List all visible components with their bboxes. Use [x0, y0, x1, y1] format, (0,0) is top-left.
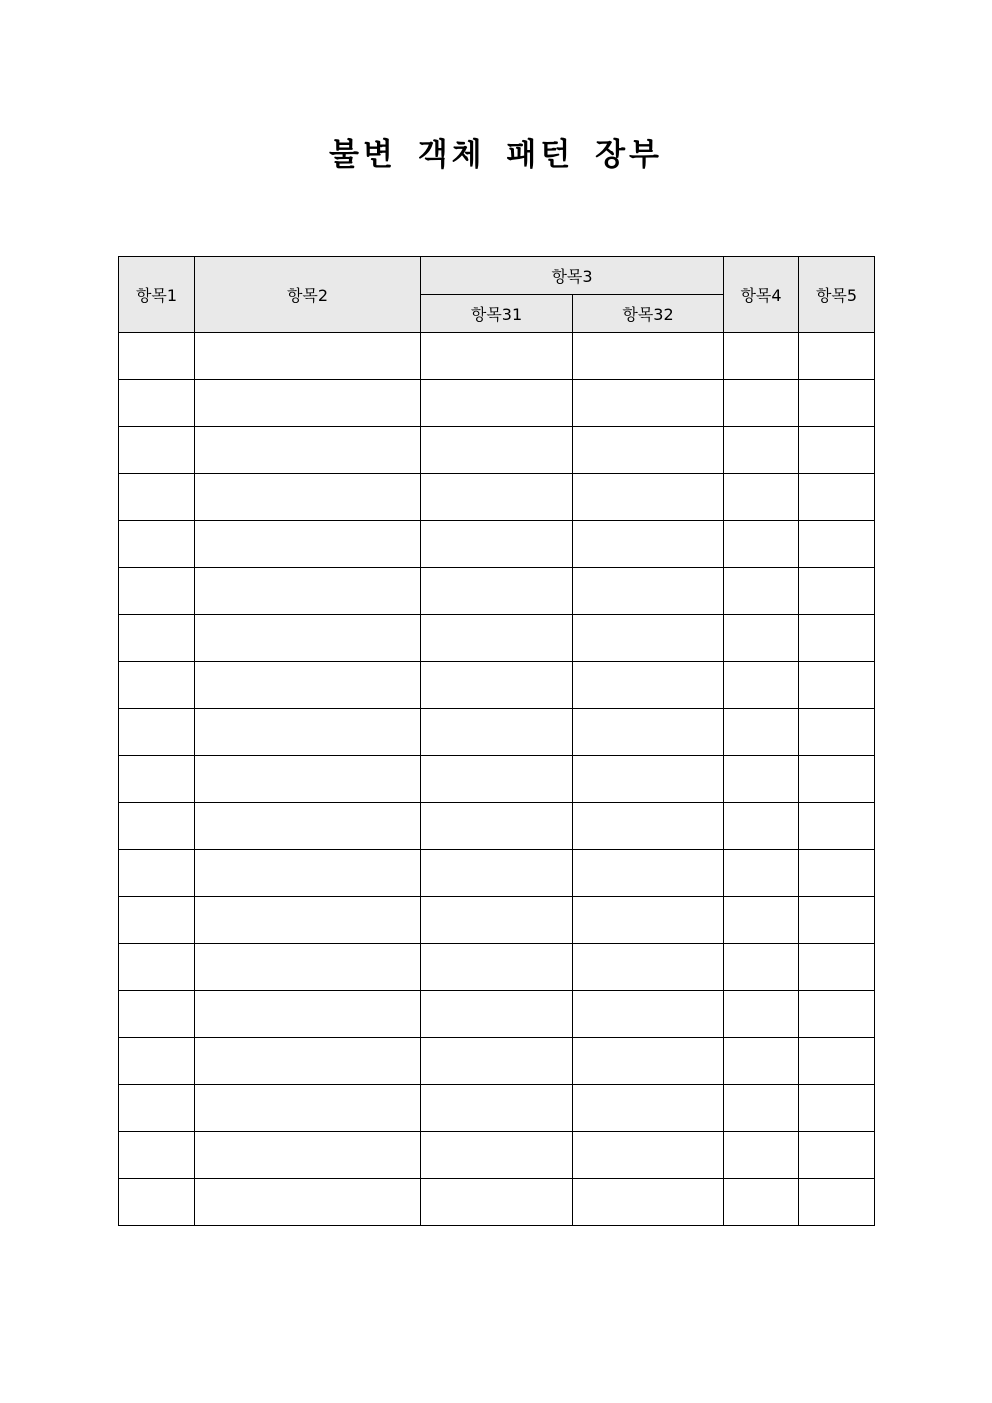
cell-col1[interactable] — [119, 1132, 195, 1179]
cell-col1[interactable] — [119, 333, 195, 380]
cell-col2[interactable] — [195, 568, 421, 615]
cell-col2[interactable] — [195, 521, 421, 568]
cell-col5[interactable] — [799, 333, 875, 380]
table-row — [119, 709, 875, 756]
cell-col5[interactable] — [799, 615, 875, 662]
cell-col3-sub1[interactable] — [421, 1132, 573, 1179]
header-col2: 항목2 — [195, 257, 421, 333]
table-row — [119, 380, 875, 427]
cell-col2[interactable] — [195, 427, 421, 474]
cell-col3-sub1[interactable] — [421, 991, 573, 1038]
ledger-table — [118, 256, 875, 1226]
page-title: 불변 객체 패턴 장부 — [329, 137, 663, 173]
cell-col2[interactable] — [195, 850, 421, 897]
cell-col2[interactable] — [195, 1038, 421, 1085]
cell-col1[interactable] — [119, 1179, 195, 1226]
cell-col1[interactable] — [119, 615, 195, 662]
cell-col4[interactable] — [724, 991, 799, 1038]
cell-col4[interactable] — [724, 474, 799, 521]
cell-col3-sub2[interactable] — [573, 897, 724, 944]
cell-col5[interactable] — [799, 1179, 875, 1226]
cell-col3-sub1[interactable] — [421, 662, 573, 709]
cell-col3-sub2[interactable] — [573, 991, 724, 1038]
cell-col2[interactable] — [195, 803, 421, 850]
cell-col5[interactable] — [799, 897, 875, 944]
cell-col4[interactable] — [724, 756, 799, 803]
table-row — [119, 803, 875, 850]
cell-col5[interactable] — [799, 568, 875, 615]
cell-col1[interactable] — [119, 380, 195, 427]
cell-col4[interactable] — [724, 1038, 799, 1085]
cell-col1[interactable] — [119, 1085, 195, 1132]
cell-col3-sub2[interactable] — [573, 944, 724, 991]
cell-col4[interactable] — [724, 850, 799, 897]
cell-col3-sub2[interactable] — [573, 1132, 724, 1179]
cell-col3-sub1[interactable] — [421, 803, 573, 850]
cell-col1[interactable] — [119, 850, 195, 897]
cell-col5[interactable] — [799, 944, 875, 991]
cell-col5[interactable] — [799, 850, 875, 897]
cell-col3-sub2[interactable] — [573, 615, 724, 662]
header-row — [119, 257, 875, 295]
cell-col1[interactable] — [119, 1038, 195, 1085]
cell-col3-sub2[interactable] — [573, 756, 724, 803]
cell-col4[interactable] — [724, 1085, 799, 1132]
cell-col2[interactable] — [195, 897, 421, 944]
table-row — [119, 333, 875, 380]
cell-col5[interactable] — [799, 521, 875, 568]
cell-col2[interactable] — [195, 662, 421, 709]
cell-col2[interactable] — [195, 991, 421, 1038]
table-row — [119, 991, 875, 1038]
cell-col3-sub1[interactable] — [421, 709, 573, 756]
cell-col5[interactable] — [799, 803, 875, 850]
cell-col3-sub2[interactable] — [573, 1038, 724, 1085]
cell-col1[interactable] — [119, 709, 195, 756]
cell-col4[interactable] — [724, 568, 799, 615]
table-row — [119, 474, 875, 521]
header-col3-sub2: 항목32 — [573, 295, 724, 333]
cell-col4[interactable] — [724, 615, 799, 662]
cell-col3-sub1[interactable] — [421, 615, 573, 662]
table-row — [119, 662, 875, 709]
cell-col1[interactable] — [119, 521, 195, 568]
cell-col4[interactable] — [724, 709, 799, 756]
cell-col3-sub1[interactable] — [421, 568, 573, 615]
cell-col5[interactable] — [799, 1038, 875, 1085]
table-row — [119, 427, 875, 474]
cell-col2[interactable] — [195, 615, 421, 662]
table-row — [119, 521, 875, 568]
cell-col3-sub2[interactable] — [573, 1085, 724, 1132]
table-row — [119, 568, 875, 615]
cell-col3-sub1[interactable] — [421, 521, 573, 568]
cell-col4[interactable] — [724, 521, 799, 568]
cell-col1[interactable] — [119, 427, 195, 474]
cell-col4[interactable] — [724, 1179, 799, 1226]
cell-col3-sub2[interactable] — [573, 521, 724, 568]
table-row — [119, 850, 875, 897]
cell-col2[interactable] — [195, 474, 421, 521]
header-col3-sub1: 항목31 — [421, 295, 573, 333]
cell-col5[interactable] — [799, 662, 875, 709]
header-col1: 항목1 — [119, 257, 195, 333]
cell-col1[interactable] — [119, 756, 195, 803]
cell-col4[interactable] — [724, 380, 799, 427]
cell-col3-sub1[interactable] — [421, 944, 573, 991]
cell-col4[interactable] — [724, 662, 799, 709]
cell-col3-sub1[interactable] — [421, 897, 573, 944]
cell-col4[interactable] — [724, 897, 799, 944]
cell-col5[interactable] — [799, 756, 875, 803]
cell-col2[interactable] — [195, 1085, 421, 1132]
table-row — [119, 897, 875, 944]
table-row — [119, 615, 875, 662]
cell-col3-sub2[interactable] — [573, 474, 724, 521]
cell-col4[interactable] — [724, 427, 799, 474]
cell-col3-sub2[interactable] — [573, 333, 724, 380]
cell-col2[interactable] — [195, 944, 421, 991]
cell-col4[interactable] — [724, 803, 799, 850]
cell-col5[interactable] — [799, 474, 875, 521]
cell-col3-sub2[interactable] — [573, 427, 724, 474]
header-col4: 항목4 — [724, 257, 799, 333]
table-row — [119, 1085, 875, 1132]
cell-col5[interactable] — [799, 380, 875, 427]
table-row — [119, 756, 875, 803]
table-row — [119, 1132, 875, 1179]
cell-col3-sub1[interactable] — [421, 333, 573, 380]
cell-col1[interactable] — [119, 474, 195, 521]
cell-col3-sub2[interactable] — [573, 568, 724, 615]
cell-col3-sub2[interactable] — [573, 850, 724, 897]
cell-col3-sub1[interactable] — [421, 1085, 573, 1132]
cell-col2[interactable] — [195, 709, 421, 756]
cell-col1[interactable] — [119, 568, 195, 615]
cell-col5[interactable] — [799, 1085, 875, 1132]
cell-col2[interactable] — [195, 756, 421, 803]
cell-col4[interactable] — [724, 333, 799, 380]
cell-col5[interactable] — [799, 991, 875, 1038]
cell-col1[interactable] — [119, 662, 195, 709]
cell-col3-sub2[interactable] — [573, 662, 724, 709]
cell-col1[interactable] — [119, 944, 195, 991]
cell-col2[interactable] — [195, 333, 421, 380]
ledger-body — [119, 333, 875, 1226]
table-row — [119, 1179, 875, 1226]
header-col5: 항목5 — [799, 257, 875, 333]
cell-col3-sub2[interactable] — [573, 709, 724, 756]
cell-col3-sub1[interactable] — [421, 380, 573, 427]
cell-col3-sub1[interactable] — [421, 427, 573, 474]
cell-col4[interactable] — [724, 944, 799, 991]
cell-col1[interactable] — [119, 897, 195, 944]
cell-col3-sub1[interactable] — [421, 756, 573, 803]
cell-col1[interactable] — [119, 803, 195, 850]
cell-col5[interactable] — [799, 709, 875, 756]
cell-col5[interactable] — [799, 427, 875, 474]
table-row — [119, 1038, 875, 1085]
table-row — [119, 944, 875, 991]
cell-col2[interactable] — [195, 1179, 421, 1226]
cell-col3-sub1[interactable] — [421, 474, 573, 521]
header-col3: 항목3 — [421, 257, 724, 295]
cell-col2[interactable] — [195, 380, 421, 427]
cell-col5[interactable] — [799, 1132, 875, 1179]
cell-col3-sub2[interactable] — [573, 380, 724, 427]
cell-col3-sub2[interactable] — [573, 803, 724, 850]
cell-col3-sub1[interactable] — [421, 1038, 573, 1085]
cell-col3-sub1[interactable] — [421, 1179, 573, 1226]
cell-col4[interactable] — [724, 1132, 799, 1179]
cell-col3-sub2[interactable] — [573, 1179, 724, 1226]
cell-col3-sub1[interactable] — [421, 850, 573, 897]
cell-col1[interactable] — [119, 991, 195, 1038]
cell-col2[interactable] — [195, 1132, 421, 1179]
